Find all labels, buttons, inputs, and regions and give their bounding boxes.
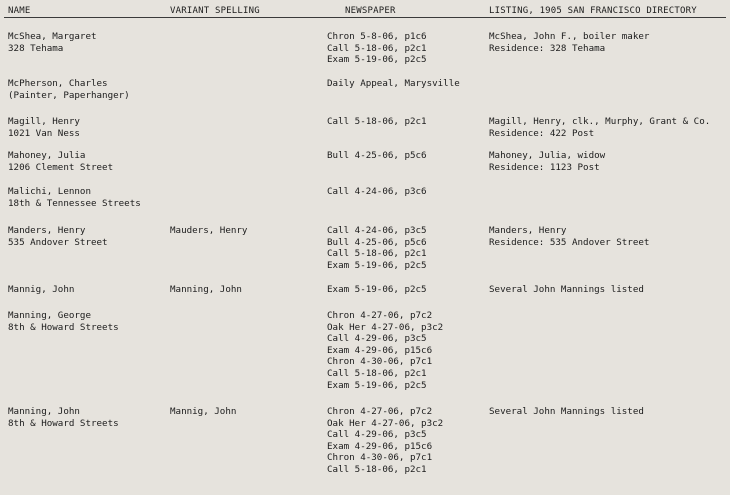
- record-listing-cell: [489, 150, 605, 173]
- record-listing-line: Residence: 535 Andover Street: [489, 236, 650, 248]
- record-newspaper-line: Bull 4-25-06, p5c6: [327, 236, 427, 248]
- record-name-line: McPherson, Charles: [8, 78, 108, 89]
- record-variant-line: Mannig, John: [170, 406, 237, 417]
- record-newspaper-cell: [327, 150, 427, 162]
- record-newspaper-line: Call 5-18-06, p2c1: [327, 367, 427, 379]
- record-name-line: 1206 Clement Street: [8, 161, 114, 173]
- record-newspaper-line: Exam 4-29-06, p15c6: [327, 344, 433, 356]
- record-newspaper-line: Call 5-18-06, p2c1: [327, 248, 427, 260]
- record-listing-line: McShea, John F., boiler maker: [489, 31, 650, 42]
- record-listing-line: Residence: 328 Tehama: [489, 42, 606, 54]
- record-listing-cell: [489, 284, 644, 296]
- record-newspaper-line: Chron 4-30-06, p7c1: [327, 356, 433, 368]
- record-newspaper-cell: [327, 310, 443, 391]
- header-variant-spelling: VARIANT SPELLING: [170, 6, 260, 16]
- record-listing-line: Residence: 422 Post: [489, 127, 595, 139]
- record-name-line: Manning, John: [8, 406, 80, 417]
- record-variant-line: Manning, John: [170, 284, 242, 295]
- record-newspaper-cell: [327, 406, 443, 476]
- record-name-line: Manders, Henry: [8, 225, 86, 236]
- record-newspaper-line: Bull 4-25-06, p5c6: [327, 150, 427, 161]
- record-listing-cell: [489, 31, 649, 54]
- record-listing-cell: [489, 406, 644, 418]
- record-newspaper-line: Call 4-29-06, p3c5: [327, 333, 427, 345]
- record-newspaper-line: Exam 5-19-06, p2c5: [327, 284, 427, 295]
- record-newspaper-line: Exam 4-29-06, p15c6: [327, 440, 433, 452]
- record-name-cell: [8, 225, 108, 248]
- record-name-cell: [8, 284, 74, 296]
- record-listing-line: Residence: 1123 Post: [489, 161, 600, 173]
- record-newspaper-line: Chron 4-30-06, p7c1: [327, 452, 433, 464]
- record-listing-line: Several John Mannings listed: [489, 406, 644, 417]
- record-newspaper-line: Call 4-24-06, p3c6: [327, 186, 427, 197]
- record-newspaper-cell: [327, 186, 427, 198]
- record-newspaper-line: Call 5-18-06, p2c1: [327, 42, 427, 54]
- record-name-line: 18th & Tennessee Streets: [8, 197, 141, 209]
- record-listing-cell: [489, 225, 649, 248]
- record-name-line: Malichi, Lennon: [8, 186, 91, 197]
- header-rule: [4, 17, 726, 18]
- record-variant-line: Mauders, Henry: [170, 225, 248, 236]
- record-newspaper-line: Chron 4-27-06, p7c2: [327, 310, 433, 321]
- record-listing-line: Mahoney, Julia, widow: [489, 150, 606, 161]
- record-newspaper-line: Call 5-18-06, p2c1: [327, 463, 427, 475]
- record-newspaper-line: Call 5-18-06, p2c1: [327, 116, 427, 127]
- record-variant-cell: [170, 225, 247, 237]
- record-name-line: 328 Tehama: [8, 42, 64, 54]
- record-newspaper-line: Exam 5-19-06, p2c5: [327, 54, 427, 66]
- record-newspaper-cell: [327, 78, 460, 90]
- record-name-cell: [8, 78, 130, 101]
- record-name-cell: [8, 310, 119, 333]
- record-name-line: Mannig, John: [8, 284, 75, 295]
- record-newspaper-line: Chron 5-8-06, p1c6: [327, 31, 427, 42]
- record-newspaper-cell: [327, 225, 427, 271]
- record-newspaper-line: Call 4-24-06, p3c5: [327, 225, 427, 236]
- record-newspaper-line: Daily Appeal, Marysville: [327, 78, 460, 89]
- record-newspaper-cell: [327, 284, 427, 296]
- record-newspaper-line: Oak Her 4-27-06, p3c2: [327, 321, 444, 333]
- record-listing-line: Several John Mannings listed: [489, 284, 644, 295]
- record-newspaper-cell: [327, 31, 427, 66]
- record-name-line: 8th & Howard Streets: [8, 321, 119, 333]
- record-name-cell: [8, 406, 119, 429]
- record-name-line: 1021 Van Ness: [8, 127, 80, 139]
- record-name-line: McShea, Margaret: [8, 31, 97, 42]
- record-name-line: Magill, Henry: [8, 116, 80, 127]
- record-newspaper-line: Oak Her 4-27-06, p3c2: [327, 417, 444, 429]
- record-variant-cell: [170, 284, 242, 296]
- record-name-line: Manning, George: [8, 310, 91, 321]
- record-name-line: 8th & Howard Streets: [8, 417, 119, 429]
- record-newspaper-cell: [327, 116, 427, 128]
- record-variant-cell: [170, 406, 236, 418]
- record-name-cell: [8, 116, 80, 139]
- record-name-cell: [8, 31, 97, 54]
- record-newspaper-line: Exam 5-19-06, p2c5: [327, 259, 427, 271]
- header-listing: LISTING, 1905 SAN FRANCISCO DIRECTORY: [489, 6, 697, 16]
- record-name-cell: [8, 150, 113, 173]
- record-newspaper-line: Call 4-29-06, p3c5: [327, 429, 427, 441]
- record-listing-line: Magill, Henry, clk., Murphy, Grant & Co.: [489, 116, 711, 127]
- record-name-line: 535 Andover Street: [8, 236, 108, 248]
- record-newspaper-line: Exam 5-19-06, p2c5: [327, 379, 427, 391]
- record-name-cell: [8, 186, 141, 209]
- record-name-line: Mahoney, Julia: [8, 150, 86, 161]
- record-listing-cell: [489, 116, 710, 139]
- record-newspaper-line: Chron 4-27-06, p7c2: [327, 406, 433, 417]
- header-name: NAME: [8, 6, 31, 16]
- record-listing-line: Manders, Henry: [489, 225, 567, 236]
- record-name-line: (Painter, Paperhanger): [8, 89, 130, 101]
- header-newspaper: NEWSPAPER: [345, 6, 396, 16]
